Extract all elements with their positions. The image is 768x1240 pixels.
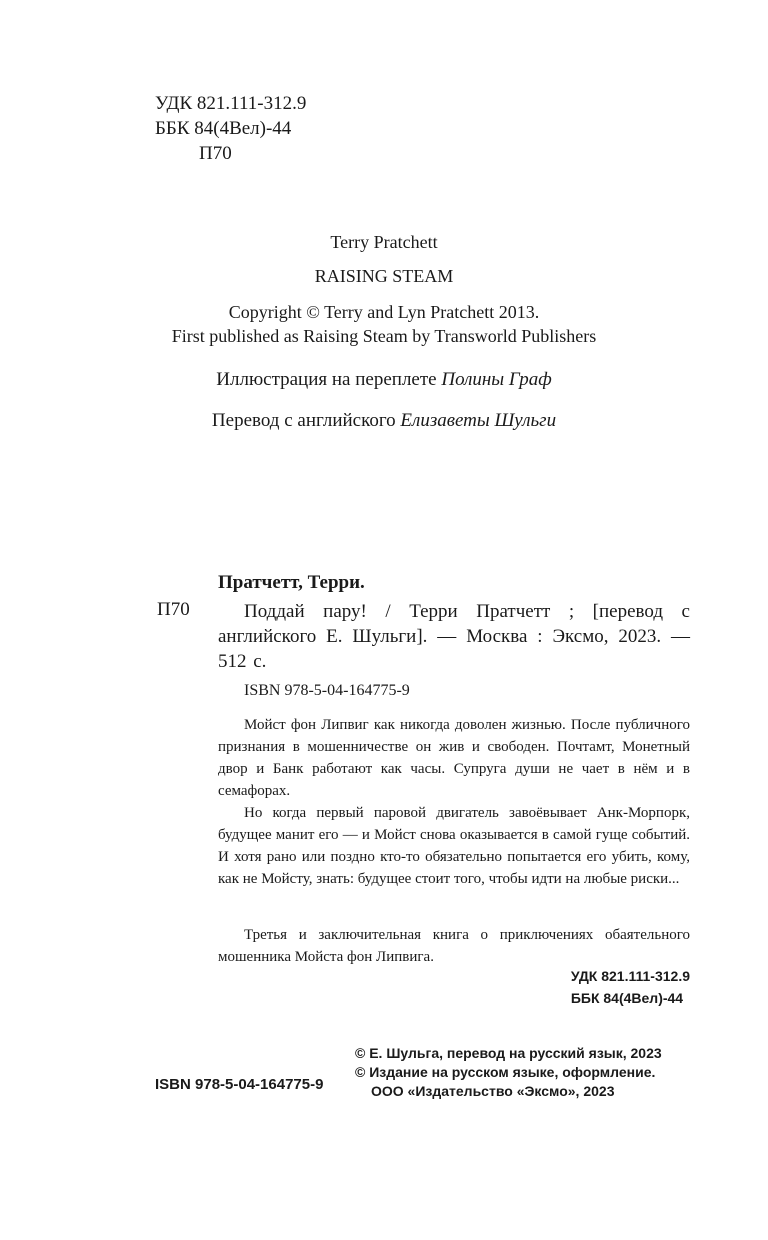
biblio-heading: Пратчетт, Терри.: [218, 572, 365, 593]
bottom-bbk: ББК 84(4Вел)-44: [570, 990, 684, 1006]
bottom-codes: [571, 965, 690, 1009]
rights-block: [355, 1044, 662, 1101]
original-author: Terry Pratchett: [330, 232, 438, 252]
series-note: [218, 924, 690, 968]
biblio-code: П70: [157, 599, 190, 620]
biblio-description: Поддай пару! / Терри Пратчетт ; [перевод с английского Е. Шульги]. — Москва : Эксмо, 2023. — 512 с.: [218, 601, 690, 672]
bottom-udk: УДК 821.111-312.9: [570, 968, 690, 984]
rights-line-1: © Е. Шульга, перевод на русский язык, 2023: [355, 1045, 662, 1061]
isbn-bottom: ISBN 978-5-04-164775-9: [155, 1076, 324, 1093]
annotation: [218, 714, 690, 890]
udk-code: УДК 821.111-312.9: [155, 93, 307, 114]
translation-prefix: Перевод с английского: [211, 410, 396, 431]
illustration-prefix: Иллюстрация на переплете: [216, 369, 437, 390]
series-note-text: Третья и заключительная книга о приключениях обаятельного мошенника Мойста фон Липвига.: [218, 927, 690, 965]
illustrator-name: Полины Граф: [441, 369, 552, 390]
copyright-line: Copyright © Terry and Lyn Pratchett 2013.: [228, 302, 540, 322]
translator-name: Елизаветы Шульги: [400, 410, 557, 431]
first-published-line: First published as Raising Steam by Transworld Publishers: [171, 326, 597, 346]
copyright-block: [0, 300, 768, 348]
original-title: RAISING STEAM: [314, 266, 454, 286]
rights-line-3: ООО «Издательство «Эксмо», 2023: [371, 1083, 615, 1099]
author-sign: П70: [199, 143, 232, 164]
classification-block: [155, 91, 306, 166]
translation-credit: [0, 410, 768, 432]
rights-line-2: © Издание на русском языке, оформление.: [355, 1064, 656, 1080]
biblio-isbn: ISBN 978-5-04-164775-9: [244, 682, 410, 699]
illustration-credit: [0, 369, 768, 391]
annotation-paragraph-1: Мойст фон Липвиг как никогда доволен жизнью. После публичного признания в мошенничестве он жив и свободен. Почтамт, Монетный двор и Банк работают как часы. Супруга души не чает в нём и в семафорах.: [218, 717, 690, 799]
annotation-paragraph-2: Но когда первый паровой двигатель завоёвывает Анк-Морпорк, будущее манит его — и Мойст снова оказывается в самой гуще событий. И хотя рано или поздно кто-то обязательно попытается его убить, кому, как не Мойсту, знать: будущее стоит того, чтобы идти на любые риски...: [218, 805, 690, 887]
bbk-code: ББК 84(4Вел)-44: [155, 118, 292, 139]
